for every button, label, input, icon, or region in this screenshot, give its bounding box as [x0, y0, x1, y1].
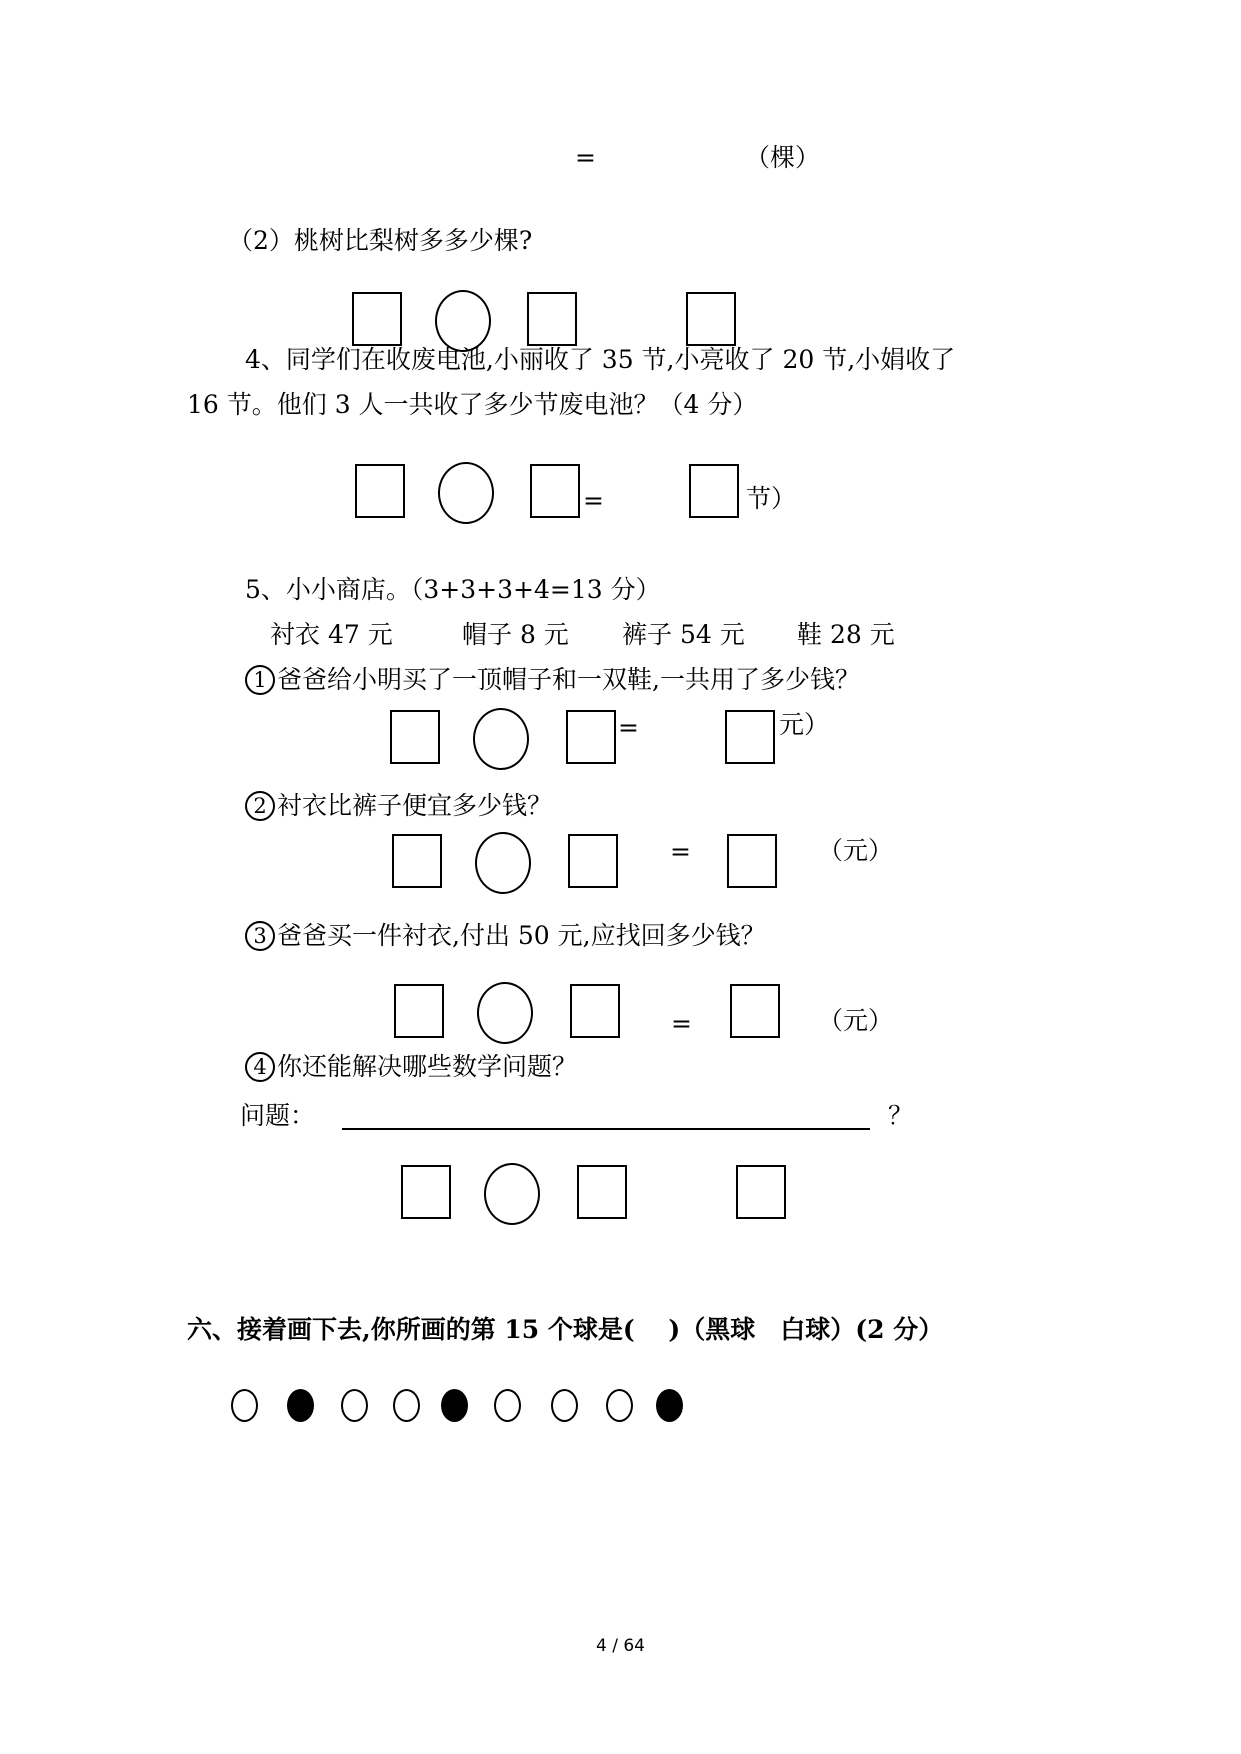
question-mark: ？	[888, 1101, 914, 1130]
circled-number: 2	[245, 791, 275, 821]
q5-sub4-text: 你还能解决哪些数学问题？	[277, 1052, 578, 1081]
question-label: 问题：	[240, 1101, 316, 1130]
q4-equals: =	[583, 486, 604, 515]
white-ball	[393, 1389, 420, 1422]
top-unit: （棵）	[745, 143, 821, 172]
top-equals: =	[575, 143, 596, 172]
q4-line1: 4、同学们在收废电池,小丽收了 35 节,小亮收了 20 节,小娟收了	[245, 345, 956, 374]
circled-number: 1	[245, 665, 275, 695]
operator-circle[interactable]	[473, 708, 529, 770]
circled-number: 4	[245, 1052, 275, 1082]
answer-box[interactable]	[566, 710, 616, 764]
q5-sub3-text: 爸爸买一件衬衣,付出 50 元,应找回多少钱？	[277, 921, 766, 950]
price-shirt: 衬衣 47 元	[270, 620, 393, 649]
black-ball	[287, 1389, 314, 1422]
white-ball	[341, 1389, 368, 1422]
answer-box[interactable]	[727, 834, 777, 888]
answer-box[interactable]	[689, 464, 739, 518]
operator-circle[interactable]	[484, 1163, 540, 1225]
q5-sub2-unit: （元）	[818, 836, 894, 865]
answer-box[interactable]	[394, 984, 444, 1038]
answer-box[interactable]	[352, 292, 402, 346]
q5-title: 5、小小商店。（3+3+3+4=13 分）	[245, 575, 661, 604]
black-ball	[656, 1389, 683, 1422]
circled-number: 3	[245, 921, 275, 951]
q5-sub4	[245, 1052, 577, 1084]
answer-box[interactable]	[392, 834, 442, 888]
black-ball	[441, 1389, 468, 1422]
answer-box[interactable]	[686, 292, 736, 346]
q5-sub1	[245, 665, 860, 697]
q5-sub2-text: 衬衣比裤子便宜多少钱？	[277, 791, 553, 820]
q5-sub2	[245, 791, 552, 823]
operator-circle[interactable]	[435, 290, 491, 352]
answer-box[interactable]	[527, 292, 577, 346]
q5-sub2-equals: =	[670, 837, 691, 866]
answer-box[interactable]	[390, 710, 440, 764]
white-ball	[606, 1389, 633, 1422]
operator-circle[interactable]	[438, 462, 494, 524]
q4-unit: 节）	[746, 484, 797, 513]
answer-box[interactable]	[355, 464, 405, 518]
q5-sub3	[245, 921, 766, 953]
white-ball	[231, 1389, 258, 1422]
question-answer-line[interactable]	[342, 1128, 870, 1130]
q5-sub1-text: 爸爸给小明买了一顶帽子和一双鞋,一共用了多少钱？	[277, 665, 860, 694]
page-number: 4 / 64	[596, 1636, 645, 1656]
price-hat: 帽子 8 元	[462, 620, 569, 649]
answer-box[interactable]	[725, 710, 775, 764]
price-pants: 裤子 54 元	[622, 620, 745, 649]
price-shoes: 鞋 28 元	[797, 620, 895, 649]
answer-box[interactable]	[530, 464, 580, 518]
answer-box[interactable]	[568, 834, 618, 888]
q5-sub1-equals: =	[618, 713, 639, 742]
answer-box[interactable]	[730, 984, 780, 1038]
white-ball	[551, 1389, 578, 1422]
answer-box[interactable]	[570, 984, 620, 1038]
q5-sub1-unit: 元）	[779, 710, 830, 739]
answer-box[interactable]	[736, 1165, 786, 1219]
q5-sub3-unit: （元）	[818, 1006, 894, 1035]
operator-circle[interactable]	[477, 982, 533, 1044]
answer-box[interactable]	[401, 1165, 451, 1219]
q3-2-text: （2）桃树比梨树多多少棵?	[228, 226, 533, 255]
section6-title: 六、接着画下去,你所画的第 15 个球是( )（黑球 白球）(2 分）	[187, 1315, 944, 1344]
operator-circle[interactable]	[475, 832, 531, 894]
q4-line2: 16 节。他们 3 人一共收了多少节废电池？（4 分）	[187, 390, 758, 419]
white-ball	[494, 1389, 521, 1422]
q5-sub3-equals: =	[671, 1009, 692, 1038]
answer-box[interactable]	[577, 1165, 627, 1219]
